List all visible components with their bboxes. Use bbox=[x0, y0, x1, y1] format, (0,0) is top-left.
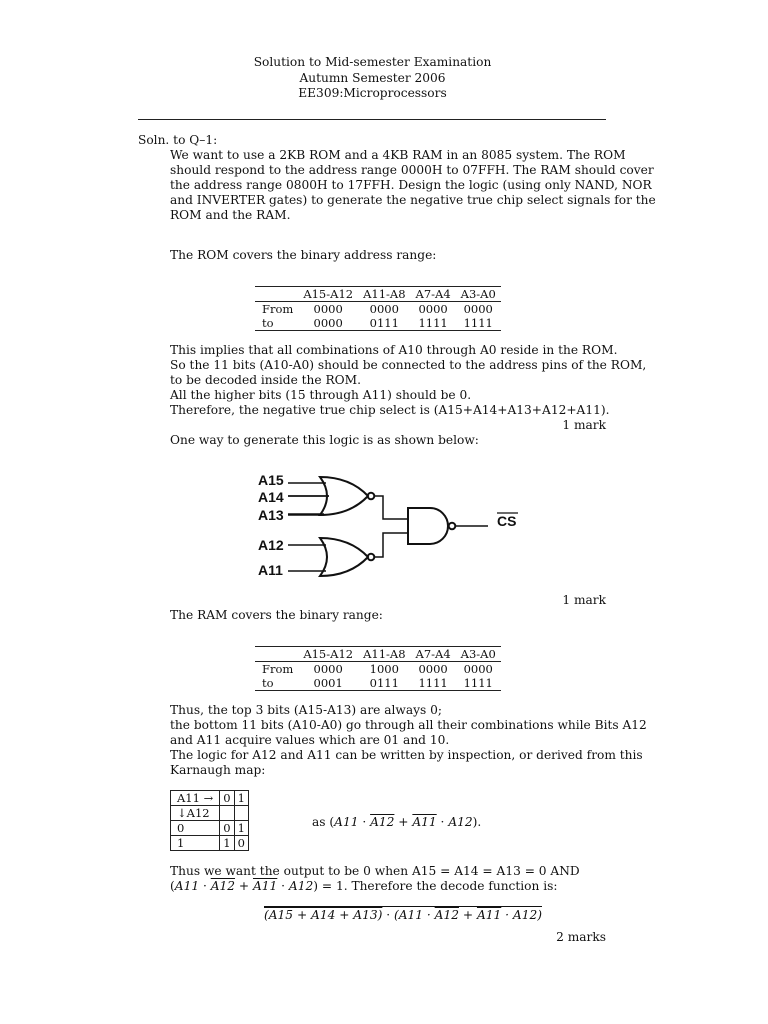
logic-intro: One way to generate this logic is as shown below: bbox=[170, 433, 479, 447]
table-cell: 0000 bbox=[418, 302, 448, 316]
expr-var-negated: A11 bbox=[412, 815, 437, 829]
final-line: Thus we want the output to be 0 when A15 = A14 = A13 = 0 AND bbox=[170, 864, 580, 878]
decode-term: · A12) bbox=[501, 908, 542, 922]
nand-gate bbox=[408, 508, 448, 544]
explanation-line: All the higher bits (15 through A11) should be 0. bbox=[170, 388, 472, 402]
solution-label: Soln. to Q–1: bbox=[138, 133, 218, 147]
explanation-line: and A11 acquire values which are 01 and 10. bbox=[170, 733, 450, 747]
table-cell: 1111 bbox=[463, 676, 493, 690]
output-label-cs: CS bbox=[497, 513, 517, 529]
question-line: the address range 0800H to 17FFH. Design the logic (using only NAND, NOR bbox=[170, 178, 652, 192]
question-line: and INVERTER gates) to generate the negative true chip select signals for the bbox=[170, 193, 656, 207]
input-label-a13: A13 bbox=[258, 507, 284, 523]
rom-explanation bbox=[170, 343, 647, 418]
table-header: A11-A8 bbox=[358, 647, 410, 662]
table-row bbox=[255, 662, 501, 677]
document-header bbox=[0, 55, 745, 102]
table-row bbox=[255, 316, 501, 330]
expr-var-negated: A12 bbox=[434, 908, 459, 922]
table-cell: 1111 bbox=[418, 316, 448, 330]
header-course: EE309:Microprocessors bbox=[298, 86, 447, 100]
kmap-cell: 0 bbox=[220, 821, 234, 836]
question-line: ROM and the RAM. bbox=[170, 208, 291, 222]
table-cell: 0000 bbox=[418, 662, 448, 676]
ram-intro: The RAM covers the binary range: bbox=[170, 608, 383, 622]
table-cell: 0000 bbox=[463, 662, 493, 676]
explanation-line: Karnaugh map: bbox=[170, 763, 266, 777]
table-cell: 1000 bbox=[369, 662, 399, 676]
decoder-circuit bbox=[250, 462, 540, 587]
kmap-cell: 0 bbox=[234, 836, 248, 851]
table-cell: 0000 bbox=[463, 302, 493, 316]
table-header: A3-A0 bbox=[456, 287, 501, 302]
table-header: A15-A12 bbox=[298, 287, 358, 302]
expr-var-negated: A11 bbox=[252, 879, 278, 893]
table-header: A7-A4 bbox=[411, 647, 456, 662]
question-line: should respond to the address range 0000H to 07FFH. The RAM should cover bbox=[170, 163, 654, 177]
kmap-col-header: 1 bbox=[234, 791, 248, 806]
rom-table bbox=[255, 286, 501, 331]
expr-op: · bbox=[358, 815, 371, 829]
question-line: We want to use a 2KB ROM and a 4KB RAM in an 8085 system. The ROM bbox=[170, 148, 626, 162]
header-rule bbox=[138, 119, 606, 120]
table-cell: 0001 bbox=[313, 676, 343, 690]
table-header: A3-A0 bbox=[456, 647, 501, 662]
kmap-expression bbox=[312, 815, 481, 830]
explanation-line: Therefore, the negative true chip select is (A15+A14+A13+A12+A11). bbox=[170, 403, 610, 417]
mark-label: 2 marks bbox=[556, 930, 606, 944]
explanation-line: Thus, the top 3 bits (A15-A13) are always 0; bbox=[170, 703, 442, 717]
kmap-cell: 1 bbox=[234, 821, 248, 836]
table-cell: 0111 bbox=[369, 676, 399, 690]
input-label-a14: A14 bbox=[258, 489, 284, 505]
table-header bbox=[255, 287, 298, 302]
rom-intro: The ROM covers the binary address range: bbox=[170, 248, 437, 262]
table-cell: 0000 bbox=[313, 316, 343, 330]
expr-text: as ( bbox=[312, 815, 335, 829]
nor-bubble-2 bbox=[368, 554, 375, 561]
kmap-row-header: 0 bbox=[171, 821, 220, 836]
table-cell: 0000 bbox=[313, 662, 343, 676]
table-cell: 0111 bbox=[369, 316, 399, 330]
nor-gate-2 bbox=[320, 538, 368, 576]
table-header: A15-A12 bbox=[298, 647, 358, 662]
table-cell: 1111 bbox=[463, 316, 493, 330]
final-line: (A11 · A12 + A11 · A12) = 1. Therefore the decode function is: bbox=[170, 879, 558, 893]
explanation-line: The logic for A12 and A11 can be written by inspection, or derived from this bbox=[170, 748, 643, 762]
expr-var-negated: A11 bbox=[476, 908, 502, 922]
nor-bubble-1 bbox=[368, 493, 375, 500]
kmap-col-header: 0 bbox=[220, 791, 234, 806]
explanation-line: So the 11 bits (A10-A0) should be connected to the address pins of the ROM, bbox=[170, 358, 647, 372]
mark-label: 1 mark bbox=[562, 593, 606, 607]
expr-var-negated: A12 bbox=[210, 879, 236, 893]
final-paragraph bbox=[170, 864, 606, 894]
explanation-line: This implies that all combinations of A10 through A0 reside in the ROM. bbox=[170, 343, 618, 357]
table-header bbox=[255, 647, 298, 662]
kmap-row-header: 1 bbox=[171, 836, 220, 851]
question-paragraph bbox=[170, 148, 656, 223]
table-header: A7-A4 bbox=[411, 287, 456, 302]
table-cell: to bbox=[262, 316, 274, 330]
explanation-line: the bottom 11 bits (A10-A0) go through all their combinations while Bits A12 bbox=[170, 718, 647, 732]
decode-term: (A11 · bbox=[393, 908, 435, 922]
expr-var: A11 bbox=[334, 815, 359, 829]
table-row bbox=[255, 302, 501, 317]
table-row bbox=[255, 676, 501, 690]
kmap-cell: 1 bbox=[220, 836, 234, 851]
expr-var: A12 bbox=[448, 815, 473, 829]
expr-op: · bbox=[436, 815, 449, 829]
table-header: A11-A8 bbox=[358, 287, 410, 302]
expr-var: A12 bbox=[288, 879, 314, 893]
input-label-a12: A12 bbox=[258, 537, 284, 553]
nand-bubble bbox=[449, 523, 456, 530]
table-cell: From bbox=[262, 302, 294, 316]
header-title: Solution to Mid-semester Examination bbox=[253, 55, 492, 69]
table-cell: to bbox=[262, 676, 274, 690]
decode-function: (A15 + A14 + A13) · (A11 · A12 + A11 · A12) bbox=[264, 908, 542, 922]
ram-table bbox=[255, 646, 501, 691]
ram-explanation bbox=[170, 703, 647, 778]
input-label-a11: A11 bbox=[258, 562, 283, 578]
explanation-line: to be decoded inside the ROM. bbox=[170, 373, 362, 387]
mark-label: 1 mark bbox=[562, 418, 606, 432]
kmap-corner-label: A11 → bbox=[171, 791, 220, 806]
table-cell: 0000 bbox=[313, 302, 343, 316]
table-cell: From bbox=[262, 662, 294, 676]
karnaugh-map bbox=[170, 790, 249, 851]
expr-var: A11 bbox=[174, 879, 200, 893]
expr-var-negated: A12 bbox=[370, 815, 395, 829]
expr-op: + bbox=[394, 815, 413, 829]
kmap-corner-label: ↓A12 bbox=[171, 806, 220, 821]
table-cell: 1111 bbox=[418, 676, 448, 690]
header-semester: Autumn Semester 2006 bbox=[299, 70, 446, 85]
expr-text: ). bbox=[472, 815, 482, 829]
input-label-a15: A15 bbox=[258, 472, 284, 488]
table-cell: 0000 bbox=[369, 302, 399, 316]
decode-term: (A15 + A14 + A13) bbox=[264, 908, 383, 922]
